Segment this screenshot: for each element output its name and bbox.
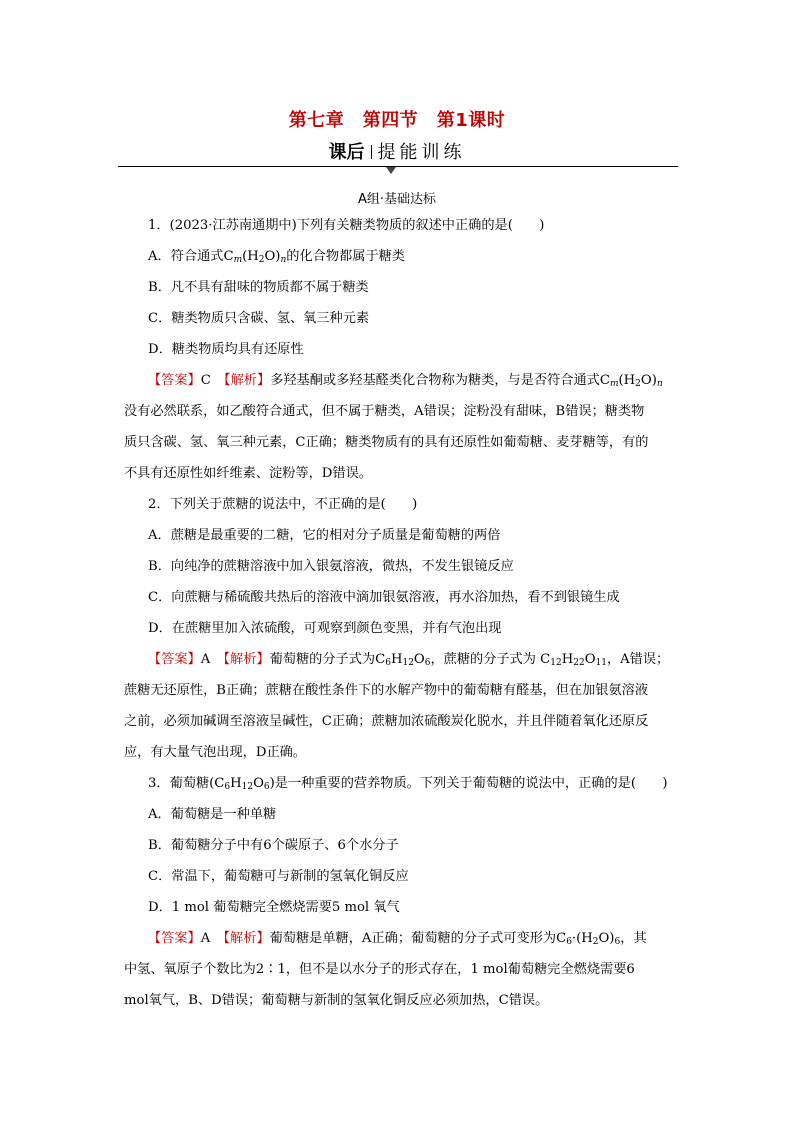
answer-tag: 【答案】	[148, 373, 201, 388]
question-2-stem: 2．下列关于蔗糖的说法中，不正确的是( )	[148, 497, 418, 512]
answer-tag: 【答案】	[148, 931, 201, 946]
question-2-explanation-line: 蔗糖无还原性，B正确；蔗糖在酸性条件下的水解产物中的葡萄糖有醛基，但在加银氨溶液	[124, 683, 648, 698]
explanation-tag: 【解析】	[224, 373, 271, 388]
explanation-tag: 【解析】	[223, 931, 270, 946]
subheading-divider	[371, 145, 372, 159]
subheading-bold: 课后	[328, 142, 365, 163]
question-1-explanation-line: 不具有还原性如纤维素、淀粉等，D错误。	[124, 466, 372, 481]
question-2-option-b: B．向纯净的蔗糖溶液中加入银氨溶液，微热，不发生银镜反应	[148, 559, 514, 574]
question-1-option-c: C．糖类物质只含碳、氢、氧三种元素	[148, 311, 370, 326]
question-1-explanation-line: 没有必然联系，如乙酸符合通式，但不属于糖类，A错误；淀粉没有甜味，B错误；糖类物	[124, 404, 645, 419]
page-title: 第七章 第四节 第1课时	[288, 110, 506, 131]
question-1-stem: 1．(2023·江苏南通期中)下列有关糖类物质的叙述中正确的是( )	[148, 218, 545, 233]
question-3-explanation-line: mol氧气，B、D错误；葡萄糖与新制的氢氧化铜反应必须加热，C错误。	[124, 993, 549, 1008]
question-3-option-c: C．常温下，葡萄糖可与新制的氢氧化铜反应	[148, 869, 409, 884]
questions	[124, 210, 676, 1016]
question-1-explanation-line: 质只含碳、氢、氧三种元素，C正确；糖类物质有的具有还原性如葡萄糖、麦芽糖等，有的	[124, 435, 649, 450]
answer-tag: 【答案】	[148, 652, 201, 667]
question-2-option-d: D．在蔗糖里加入浓硫酸，可观察到颜色变黑，并有气泡出现	[148, 621, 502, 636]
question-2-explanation-line: 之前，必须加碱调至溶液呈碱性，C正确；蔗糖加浓硫酸炭化脱水，并且伴随着氧化还原反	[124, 714, 649, 729]
triangle-down-icon	[386, 167, 396, 174]
header-rule	[118, 166, 678, 167]
question-2-answer: 【答案】A 【解析】葡萄糖的分子式为$C_6H_{12}O_6$，蔗糖的分子式为 $C_{12}H_{22}O_{11}$，A错误；	[148, 652, 670, 668]
explanation-tag: 【解析】	[223, 652, 270, 667]
question-1-option-d: D．糖类物质均具有还原性	[148, 342, 304, 357]
question-2-explanation-line: 应，有大量气泡出现，D正确。	[124, 745, 307, 760]
question-2-option-a: A．蔗糖是最重要的二糖，它的相对分子质量是葡萄糖的两倍	[148, 528, 501, 543]
question-3-answer: 【答案】A 【解析】葡萄糖是单糖，A正确；葡萄糖的分子式可变形为$C_6\cdot(H_2O)_6$，其	[148, 931, 647, 947]
question-3-stem: 3．葡萄糖$(C_6H_{12}O_6)$是一种重要的营养物质。下列关于葡萄糖的说法中，正确的是( )	[148, 776, 668, 792]
question-1-option-a: A．符合通式$C_m(H_2O)_n$的化合物都属于糖类	[148, 249, 405, 265]
page-subheading	[0, 138, 794, 164]
subheading-light: 提能训练	[377, 142, 466, 163]
question-1-answer: 【答案】C 【解析】多羟基酮或多羟基醛类化合物称为糖类，与是否符合通式$C_m(H_2O)_n$	[148, 373, 663, 389]
question-3-option-a: A．葡萄糖是一种单糖	[148, 807, 277, 822]
question-2-option-c: C．向蔗糖与稀硫酸共热后的溶液中滴加银氨溶液，再水浴加热，看不到银镜生成	[148, 590, 620, 605]
question-3-explanation-line: 中氢、氧原子个数比为2∶1，但不是以水分子的形式存在，1 mol葡萄糖完全燃烧需要6	[124, 962, 635, 977]
section-label: A组·基础达标	[357, 192, 437, 207]
question-1-option-b: B．凡不具有甜味的物质都不属于糖类	[148, 280, 369, 295]
question-3-option-b: B．葡萄糖分子中有6个碳原子、6个水分子	[148, 838, 399, 853]
question-3-option-d: D．1 mol 葡萄糖完全燃烧需要5 mol 氧气	[148, 900, 400, 915]
